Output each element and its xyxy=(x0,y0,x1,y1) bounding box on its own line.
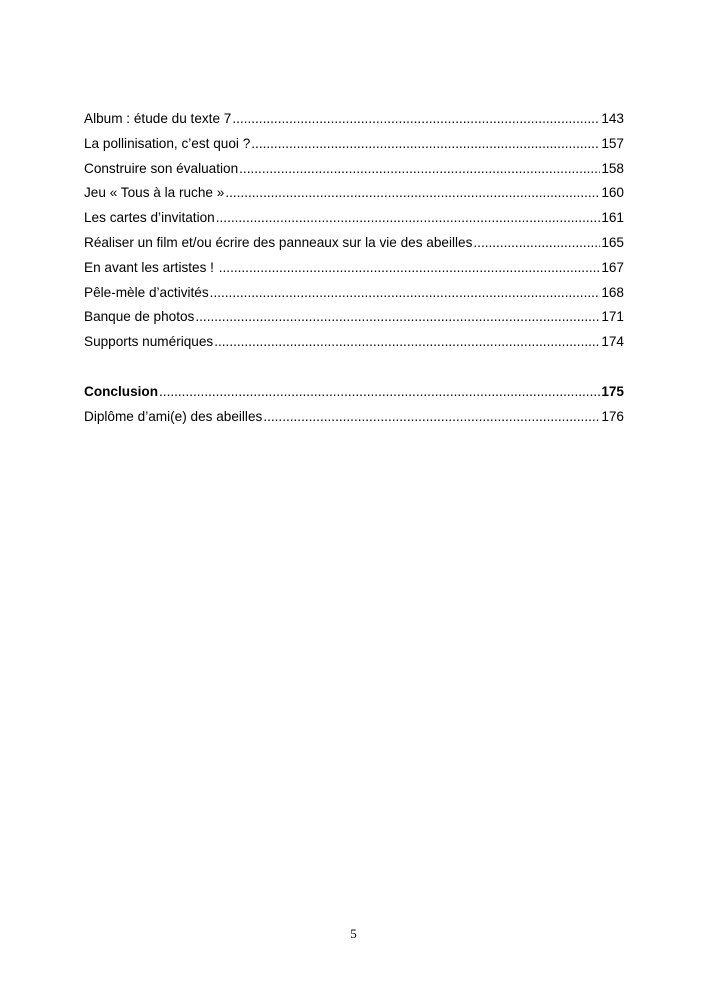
toc-entry[interactable] xyxy=(84,333,624,358)
toc-leader-dots xyxy=(251,135,600,153)
toc-leader-dots xyxy=(225,184,600,202)
toc-entry-title: Banque de photos xyxy=(84,309,195,325)
toc-entry-title: Album : étude du texte 7 xyxy=(84,111,232,126)
toc-entry-page: 160 xyxy=(601,185,624,201)
toc-entry[interactable] xyxy=(84,135,624,160)
toc-entry[interactable] xyxy=(84,308,624,333)
toc-entry-title: Supports numériques xyxy=(84,334,214,350)
toc-entry-page: 167 xyxy=(601,259,624,275)
toc-group-spacer xyxy=(84,358,624,383)
toc-leader-dots xyxy=(239,160,600,178)
toc-group-closing xyxy=(84,383,624,433)
toc-leader-dots xyxy=(216,209,601,227)
toc-leader-dots xyxy=(232,110,600,128)
toc-entry-page: 175 xyxy=(601,383,624,399)
toc-entry-page: 161 xyxy=(601,210,624,226)
table-of-contents xyxy=(84,110,624,433)
toc-entry[interactable] xyxy=(84,259,624,284)
toc-entry[interactable] xyxy=(84,160,624,185)
toc-entry-page: 143 xyxy=(601,111,624,126)
toc-entry-title: Diplôme d’ami(e) des abeilles xyxy=(84,408,263,424)
toc-entry[interactable] xyxy=(84,110,624,135)
toc-entry[interactable] xyxy=(84,408,624,433)
toc-entry-page: 157 xyxy=(601,135,624,151)
toc-entry-title: La pollinisation, c’est quoi ? xyxy=(84,135,251,151)
toc-leader-dots xyxy=(210,284,601,302)
toc-entry-page: 165 xyxy=(601,234,624,250)
toc-entry-page: 158 xyxy=(601,160,624,176)
toc-entry-title: Pêle-mèle d’activités xyxy=(84,284,209,300)
toc-leader-dots xyxy=(219,259,601,277)
toc-entry-page: 176 xyxy=(601,408,624,424)
toc-leader-dots xyxy=(159,383,600,401)
toc-entry-page: 168 xyxy=(601,284,624,300)
toc-entry-title: Conclusion xyxy=(84,383,159,399)
toc-entry-page: 171 xyxy=(601,309,624,325)
toc-leader-dots xyxy=(473,234,600,252)
toc-entry[interactable] xyxy=(84,209,624,234)
toc-entry-title: Construire son évaluation xyxy=(84,160,239,176)
toc-entry-title: Réaliser un film et/ou écrire des panneaux sur la vie des abeilles xyxy=(84,234,473,250)
toc-entry[interactable] xyxy=(84,234,624,259)
toc-entry-title: Jeu « Tous à la ruche » xyxy=(84,185,225,201)
toc-entry-title: En avant les artistes ! xyxy=(84,259,218,275)
toc-entry[interactable] xyxy=(84,184,624,209)
toc-leader-dots xyxy=(195,308,600,326)
toc-leader-dots xyxy=(214,333,600,351)
toc-entry-conclusion[interactable] xyxy=(84,383,624,408)
toc-group-main xyxy=(84,110,624,358)
toc-entry-page: 174 xyxy=(601,334,624,350)
toc-entry-title: Les cartes d’invitation xyxy=(84,210,215,226)
toc-leader-dots xyxy=(263,408,600,426)
toc-entry[interactable] xyxy=(84,284,624,309)
page-number: 5 xyxy=(350,926,357,941)
